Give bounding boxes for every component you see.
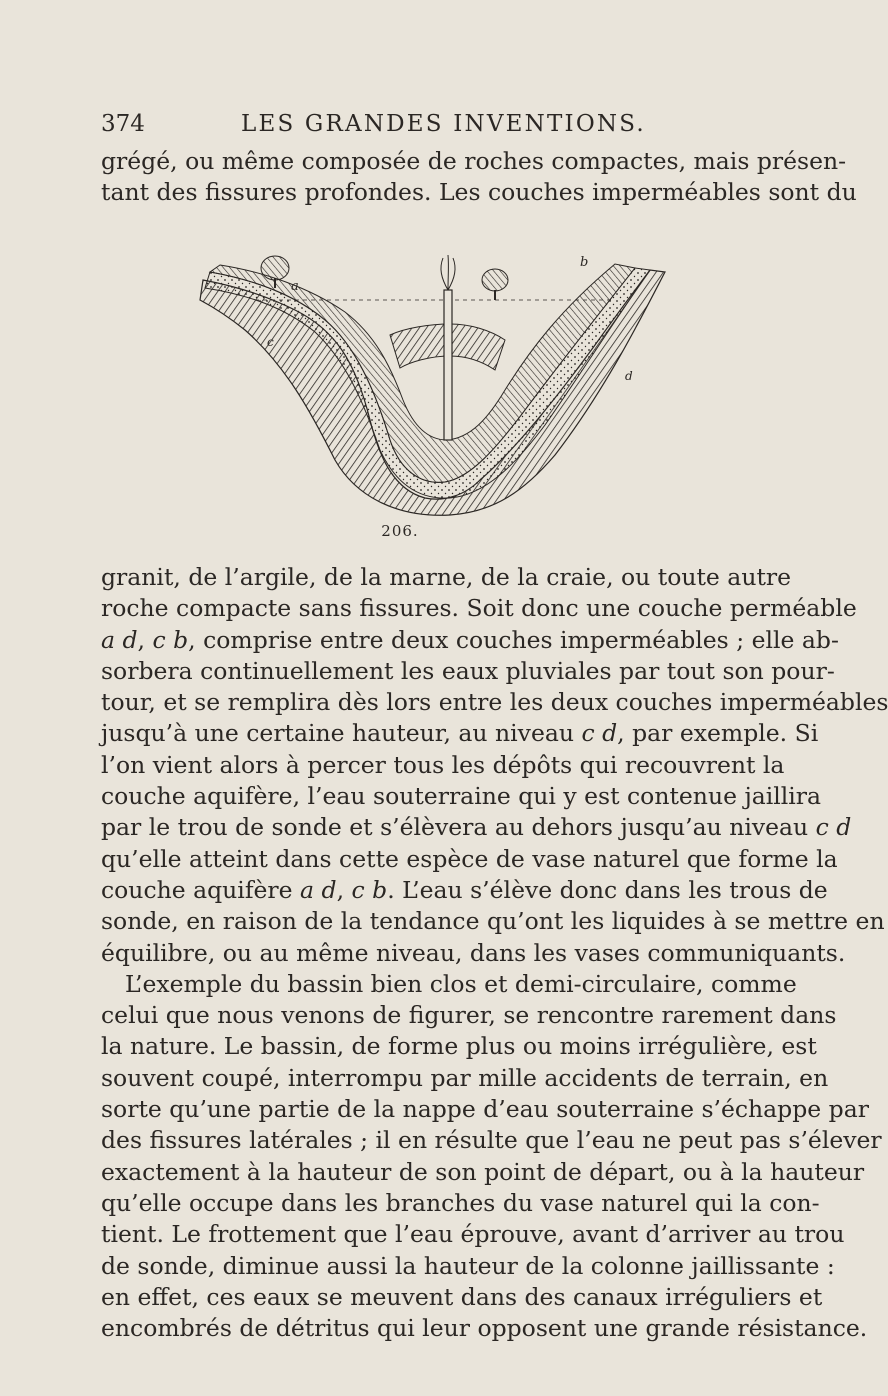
water-jet	[441, 255, 455, 290]
text-line: granit, de l’argile, de la marne, de la craie, ou toute autre	[101, 563, 792, 591]
page-number: 374	[101, 111, 145, 137]
text-line: équilibre, ou au même niveau, dans les vases communiquants.	[101, 938, 846, 967]
label-c: c	[267, 335, 274, 349]
text-line	[101, 812, 852, 843]
text-line: qu’elle occupe dans les branches du vase naturel qui la con-	[101, 1188, 820, 1217]
figure-caption: 206.	[381, 522, 419, 540]
italic-text: c d	[815, 813, 852, 842]
text-fragment: par le trou de sonde et s’élèvera au dehors jusqu’au niveau	[101, 813, 816, 842]
geological-basin-illustration	[195, 250, 665, 520]
bore-hole	[444, 290, 452, 440]
text-line: la nature. Le bassin, de forme plus ou moins irrégulière, est	[101, 1032, 817, 1061]
text-line	[101, 625, 839, 656]
text-line	[101, 875, 828, 906]
text-line: des fissures latérales ; il en résulte que l’eau ne peut pas s’élever	[101, 1126, 882, 1155]
label-b: b	[580, 255, 589, 270]
text-line: L’exemple du bassin bien clos et demi-circulaire, comme	[125, 969, 797, 998]
text-line: sorbera continuellement les eaux pluviales par tout son pour-	[101, 656, 835, 685]
running-title: LES GRANDES INVENTIONS.	[241, 111, 646, 137]
text-line: celui que nous venons de figurer, se rencontre rarement dans	[101, 1001, 837, 1030]
paragraph-body	[101, 562, 888, 1344]
text-fragment: couche aquifère	[101, 875, 301, 904]
text-line: grégé, ou même composée de roches compactes, mais présen-	[101, 147, 847, 175]
label-a: a	[291, 279, 299, 294]
text-line: exactement à la hauteur de son point de départ, ou à la hauteur	[101, 1157, 865, 1186]
text-fragment: , par exemple. Si	[617, 719, 819, 748]
text-line: l’on vient alors à percer tous les dépôts qui recouvrent la	[101, 750, 785, 779]
text-fragment: ,	[336, 875, 352, 904]
text-line: tour, et se remplira dès lors entre les deux couches imperméables	[101, 688, 888, 717]
text-line: qu’elle atteint dans cette espèce de vase naturel que forme la	[101, 844, 838, 873]
text-line: souvent coupé, interrompu par mille accidents de terrain, en	[101, 1063, 829, 1092]
text-line: couche aquifère, l’eau souterraine qui y est contenue jaillira	[101, 782, 822, 811]
label-d: d	[625, 369, 633, 383]
text-line: de sonde, diminue aussi la hauteur de la colonne jaillissante :	[101, 1251, 835, 1280]
text-line: roche compacte sans fissures. Soit donc une couche perméable	[101, 594, 857, 623]
text-line	[101, 718, 819, 749]
text-fragment: ,	[137, 625, 153, 654]
text-fragment: . L’eau s’élève donc dans les trous de	[387, 875, 828, 904]
page-header	[101, 105, 701, 145]
text-line: en effet, ces eaux se meuvent dans des canaux irréguliers et	[101, 1282, 823, 1311]
text-line: tant des fissures profondes. Les couches imperméables sont du	[101, 178, 857, 207]
text-fragment: , comprise entre deux couches imperméables ; elle ab-	[188, 625, 839, 654]
italic-text: c b	[152, 625, 189, 654]
text-line: sonde, en raison de la tendance qu’ont les liquides à se mettre en	[101, 907, 885, 936]
tree-right	[482, 269, 508, 300]
italic-text: a d	[300, 875, 337, 904]
text-line: sorte qu’une partie de la nappe d’eau souterraine s’échappe par	[101, 1095, 869, 1124]
italic-text: c b	[351, 875, 388, 904]
text-line: tient. Le frottement que l’eau éprouve, avant d’arriver au trou	[101, 1220, 845, 1249]
italic-text: c d	[581, 719, 618, 748]
text-fragment: jusqu’à une certaine hauteur, au niveau	[101, 719, 582, 748]
italic-text: a d	[101, 625, 138, 654]
paragraph-top	[101, 146, 857, 209]
text-line: encombrés de détritus qui leur opposent une grande résistance.	[101, 1314, 868, 1343]
